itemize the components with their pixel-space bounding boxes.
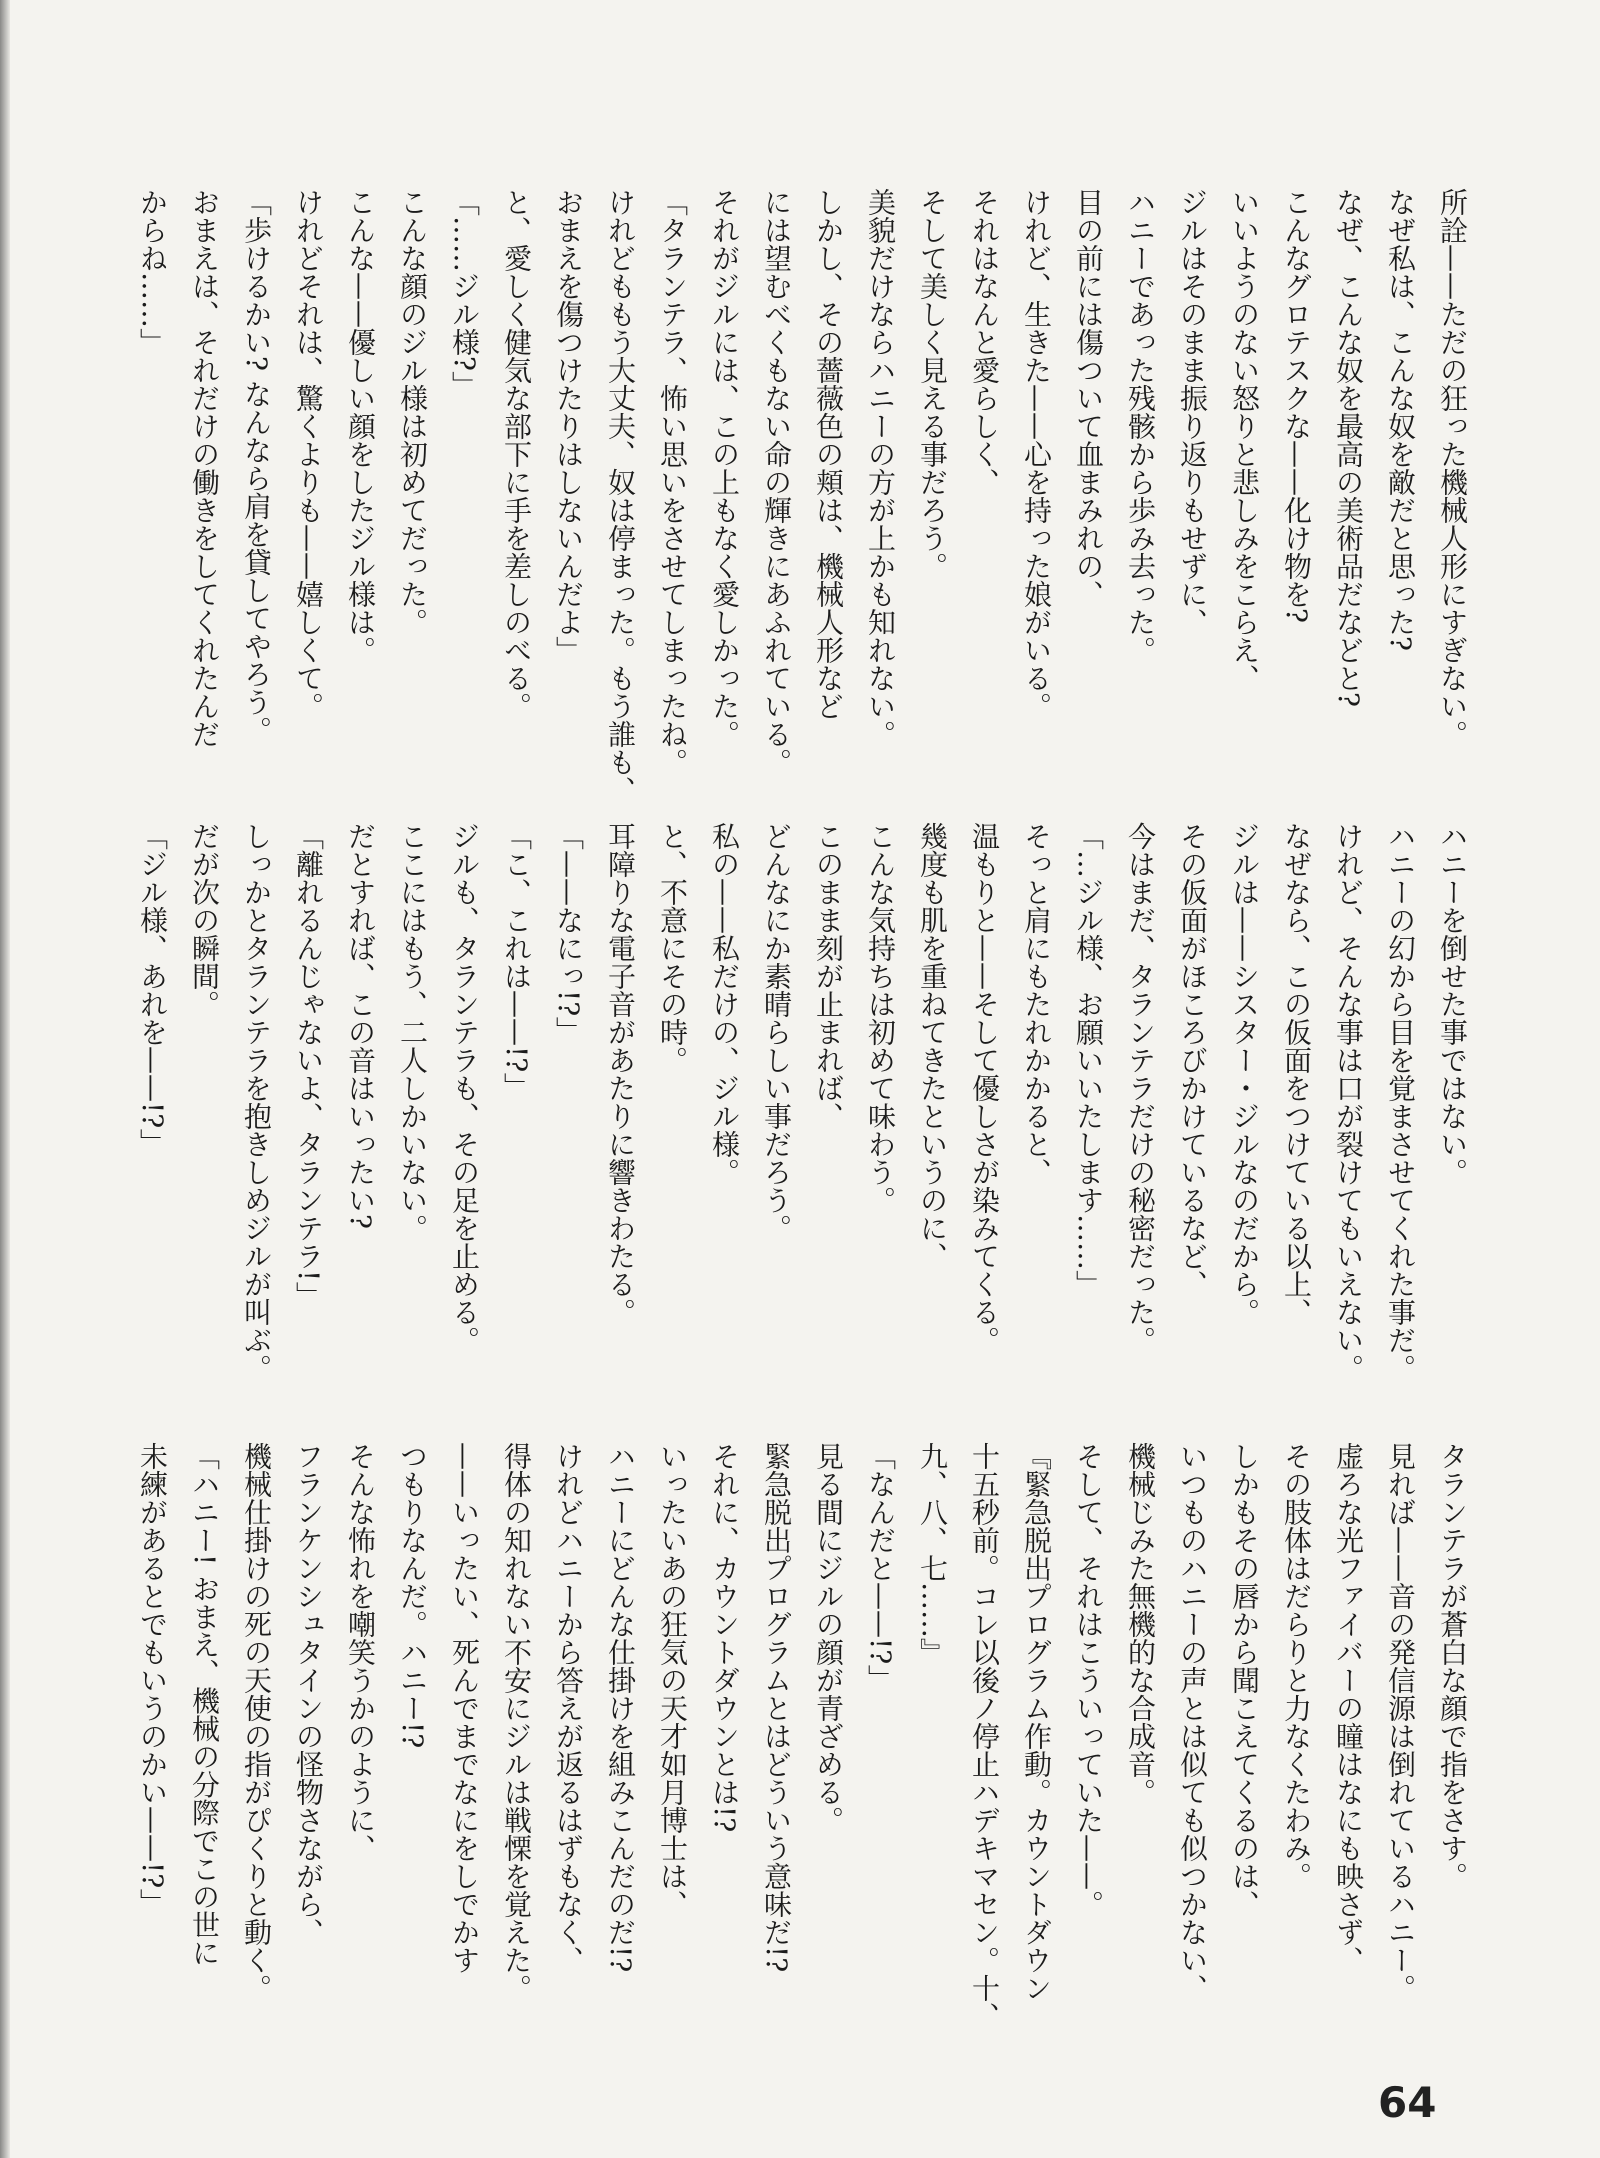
page-number: 64 <box>1378 2078 1437 2127</box>
text-line: それに、カウントダウンとは!? <box>708 1442 741 1833</box>
text-line: ジルはそのまま振り返りもせずに、 <box>1176 188 1209 636</box>
text-line: そんな怖れを嘲笑うかのように、 <box>344 1442 377 1862</box>
text-line: けれど、そんな事は口が裂けてもいえない。 <box>1332 822 1365 1382</box>
text-line: 緊急脱出プログラムとはどういう意味だ!? <box>760 1442 793 1973</box>
text-line: なぜ私は、こんな奴を敵だと思った? <box>1384 188 1417 652</box>
text-line: 「ハニー! おまえ、機械の分際でこの世に <box>188 1442 221 1967</box>
text-line: ハニーであった残骸から歩み去った。 <box>1124 188 1157 664</box>
text-line: 見る間にジルの顔が青ざめる。 <box>812 1442 845 1834</box>
text-block-top <box>126 188 1478 804</box>
text-line: しっかとタランテラを抱きしめジルが叫ぶ。 <box>240 822 273 1382</box>
text-line: なぜなら、この仮面をつけている以上、 <box>1280 822 1313 1326</box>
text-line: いつものハニーの声とは似ても似つかない、 <box>1176 1442 1209 2002</box>
text-line: 目の前には傷ついて血まみれの、 <box>1072 188 1105 608</box>
text-line: ここにはもう、二人しかいない。 <box>396 822 429 1242</box>
text-line: その肢体はだらりと力なくたわみ。 <box>1280 1442 1313 1890</box>
text-line: それはなんと愛らしく、 <box>968 188 1001 496</box>
text-line: 耳障りな電子音があたりに響きわたる。 <box>604 822 637 1326</box>
text-line: 私の——私だけの、ジル様。 <box>708 822 741 1186</box>
text-line: 十五秒前。コレ以後ノ停止ハデキマセン。十、 <box>968 1442 1001 2030</box>
text-line: 「タランテラ、怖い思いをさせてしまったね。 <box>656 188 689 776</box>
text-line: なぜ、こんな奴を最高の美術品だなどと? <box>1332 188 1365 708</box>
text-line: 「離れるんじゃないよ、タランテラ!」 <box>292 822 325 1310</box>
text-line: こんな——優しい顔をしたジル様は。 <box>344 188 377 664</box>
text-line: 九、八、七……』 <box>916 1442 949 1666</box>
text-line: 得体の知れない不安にジルは戦慄を覚えた。 <box>500 1442 533 2002</box>
text-line: こんなグロテスクな——化け物を? <box>1280 188 1313 624</box>
text-line: ジルも、タランテラも、その足を止める。 <box>448 822 481 1354</box>
text-line: ハニーにどんな仕掛けを組みこんだのだ!? <box>604 1442 637 1973</box>
text-line: その仮面がほころびかけているなど、 <box>1176 822 1209 1298</box>
text-block-bottom <box>126 1442 1478 2030</box>
text-line: ——いったい、死んでまでなにをしでかす <box>448 1442 481 1974</box>
text-line: と、不意にその時。 <box>656 822 689 1074</box>
text-line: いったいあの狂気の天才如月博士は、 <box>656 1442 689 1918</box>
text-line: 「…ジル様、お願いいたします……」 <box>1072 822 1105 1298</box>
text-line: ジルは——シスター・ジルなのだから。 <box>1228 822 1261 1326</box>
text-line: タランテラが蒼白な顔で指をさす。 <box>1436 1442 1469 1890</box>
text-line: このまま刻が止まれば、 <box>812 822 845 1130</box>
text-line: それがジルには、この上もなく愛しかった。 <box>708 188 741 748</box>
text-line: 「ジル様、あれを——!?」 <box>136 822 169 1157</box>
text-line: 「歩けるかい? なんなら肩を貸してやろう。 <box>240 188 273 744</box>
text-line: からね……」 <box>136 188 169 356</box>
text-line: こんな気持ちは初めて味わう。 <box>864 822 897 1214</box>
text-line: しかもその唇から聞こえてくるのは、 <box>1228 1442 1261 1918</box>
text-line: 『緊急脱出プログラム作動。カウントダウン <box>1020 1442 1053 2002</box>
text-line: ハニーを倒せた事ではない。 <box>1436 822 1469 1186</box>
text-line: 「こ、これは——!?」 <box>500 822 533 1101</box>
text-line: けれどももう大丈夫、奴は停まった。もう誰も、 <box>604 188 637 804</box>
text-line: しかし、その薔薇色の頬は、機械人形など <box>812 188 845 720</box>
text-line: こんな顔のジル様は初めてだった。 <box>396 188 429 636</box>
text-line: 「……ジル様?」 <box>448 188 481 400</box>
text-line: つもりなんだ。ハニー!? <box>396 1442 429 1749</box>
text-line: おまえは、それだけの働きをしてくれたんだ <box>188 188 221 748</box>
text-line: 美貌だけならハニーの方が上かも知れない。 <box>864 188 897 748</box>
text-line: だとすれば、この音はいったい? <box>344 822 377 1230</box>
text-line: ハニーの幻から目を覚まさせてくれた事だ。 <box>1384 822 1417 1382</box>
text-line: けれどハニーから答えが返るはずもなく、 <box>552 1442 585 1974</box>
text-line: いいようのない怒りと悲しみをこらえ、 <box>1228 188 1261 692</box>
text-line: けれど、生きた——心を持った娘がいる。 <box>1020 188 1053 720</box>
text-line: おまえを傷つけたりはしないんだよ」 <box>552 188 585 664</box>
text-line: には望むべくもない命の輝きにあふれている。 <box>760 188 793 776</box>
text-line: 未練があるとでもいうのかい——!?」 <box>136 1442 169 1917</box>
text-line: そして美しく見える事だろう。 <box>916 188 949 580</box>
text-block-middle <box>126 822 1478 1402</box>
text-line: 虚ろな光ファイバーの瞳はなにも映さず、 <box>1332 1442 1365 1974</box>
text-line: 所詮——ただの狂った機械人形にすぎない。 <box>1436 188 1469 748</box>
text-line: 温もりと——そして優しさが染みてくる。 <box>968 822 1001 1354</box>
text-line: 機械仕掛けの死の天使の指がぴくりと動く。 <box>240 1442 273 2002</box>
text-line: だが次の瞬間。 <box>188 822 221 1018</box>
text-line: フランケンシュタインの怪物さながら、 <box>292 1442 325 1946</box>
text-line: そして、それはこういっていた——。 <box>1072 1442 1105 1918</box>
text-line: 「なんだと——!?」 <box>864 1442 897 1693</box>
text-line: けれどそれは、驚くよりも——嬉しくて。 <box>292 188 325 720</box>
text-line: 今はまだ、タランテラだけの秘密だった。 <box>1124 822 1157 1354</box>
text-line: そっと肩にもたれかかると、 <box>1020 822 1053 1186</box>
text-line: 「——なにっ!?」 <box>552 822 585 1045</box>
text-line: 見れば——音の発信源は倒れているハニー。 <box>1384 1442 1417 2002</box>
text-line: どんなにか素晴らしい事だろう。 <box>760 822 793 1242</box>
text-line: 幾度も肌を重ねてきたというのに、 <box>916 822 949 1270</box>
text-line: 機械じみた無機的な合成音。 <box>1124 1442 1157 1806</box>
scan-edge <box>0 0 10 2158</box>
text-line: と、愛しく健気な部下に手を差しのべる。 <box>500 188 533 720</box>
